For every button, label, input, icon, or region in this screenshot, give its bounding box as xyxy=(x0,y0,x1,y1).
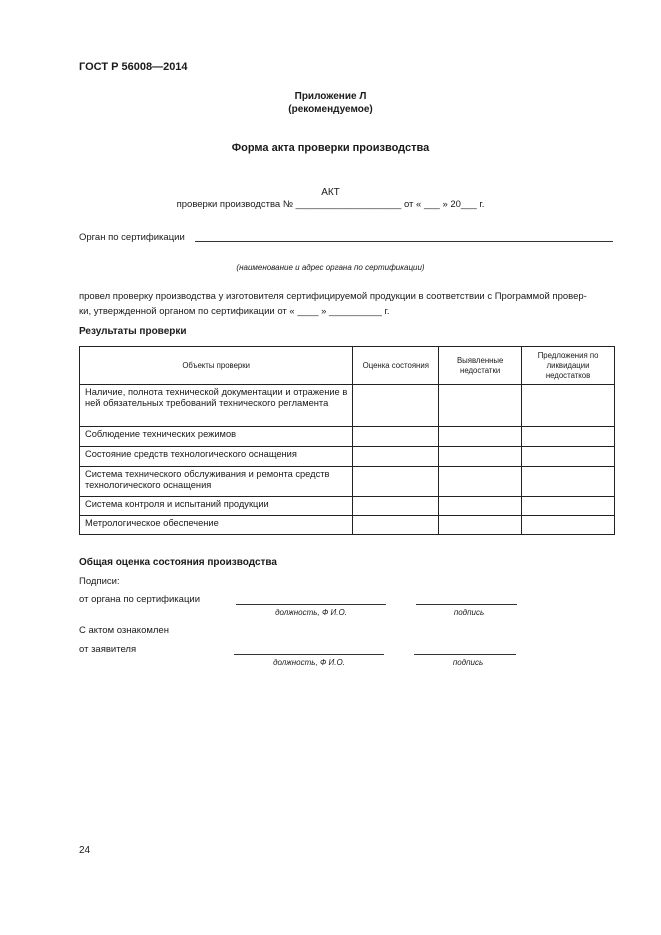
act-number-line: проверки производства № ____________________ от « ___ » 20___ г. xyxy=(176,199,485,210)
standard-header: ГОСТ Р 56008—2014 xyxy=(79,61,188,73)
col-header-proposals: Предложения по ликвидации недостатков xyxy=(522,347,615,385)
row-cell-proposals[interactable] xyxy=(522,497,615,516)
row-cell-assessment[interactable] xyxy=(353,516,439,535)
table-row xyxy=(80,385,615,427)
row-cell-proposals[interactable] xyxy=(522,516,615,535)
table-header-row xyxy=(80,347,615,385)
row-cell-assessment[interactable] xyxy=(353,385,439,427)
row-cell-assessment[interactable] xyxy=(353,467,439,497)
form-title: Форма акта проверки производства xyxy=(231,142,430,154)
row-cell-defects[interactable] xyxy=(439,385,522,427)
row-cell-proposals[interactable] xyxy=(522,447,615,467)
col-header-objects: Объекты проверки xyxy=(80,347,353,385)
acquainted-label: С актом ознакомлен xyxy=(79,625,169,636)
appendix-title: Приложение Л xyxy=(294,91,367,102)
row-cell-proposals[interactable] xyxy=(522,385,615,427)
row-cell-defects[interactable] xyxy=(439,516,522,535)
organ-position-caption: должность, Ф И.О. xyxy=(275,608,347,617)
col-header-assessment: Оценка состояния xyxy=(353,347,439,385)
row-cell-defects[interactable] xyxy=(439,467,522,497)
table-row xyxy=(80,516,615,535)
col-header-defects: Выявленные недостатки xyxy=(439,347,522,385)
organ-caption: (наименование и адрес органа по сертификации) xyxy=(236,263,425,272)
results-heading: Результаты проверки xyxy=(79,326,187,337)
appendix-status: (рекомендуемое) xyxy=(288,104,373,115)
row-cell-defects[interactable] xyxy=(439,447,522,467)
row-object: Система контроля и испытаний продукции xyxy=(80,497,353,516)
table-row xyxy=(80,467,615,497)
organ-label: Орган по сертификации xyxy=(79,232,185,243)
signatures-label: Подписи: xyxy=(79,576,120,587)
row-object: Соблюдение технических режимов xyxy=(80,427,353,447)
organ-signature-caption: подпись xyxy=(453,608,485,617)
applicant-position-caption: должность, Ф И.О. xyxy=(273,658,345,667)
row-cell-assessment[interactable] xyxy=(353,497,439,516)
applicant-signature-line[interactable] xyxy=(414,654,516,655)
overall-heading: Общая оценка состояния производства xyxy=(79,557,277,568)
row-object: Состояние средств технологического оснащения xyxy=(80,447,353,467)
act-title: АКТ xyxy=(321,187,340,198)
applicant-position-line[interactable] xyxy=(234,654,384,655)
organ-fill-line xyxy=(195,241,613,242)
row-cell-proposals[interactable] xyxy=(522,467,615,497)
from-organ-label: от органа по сертификации xyxy=(79,594,200,605)
paragraph-line-1: провел проверку производства у изготовителя сертифицируемой продукции в соответствии с Программой провер- xyxy=(79,291,587,302)
organ-position-line[interactable] xyxy=(236,604,386,605)
row-cell-assessment[interactable] xyxy=(353,447,439,467)
organ-signature-line[interactable] xyxy=(416,604,517,605)
row-object: Метрологическое обеспечение xyxy=(80,516,353,535)
page-number: 24 xyxy=(79,845,91,856)
table-row xyxy=(80,427,615,447)
table-row xyxy=(80,447,615,467)
from-applicant-label: от заявителя xyxy=(79,644,137,655)
row-cell-defects[interactable] xyxy=(439,427,522,447)
row-cell-assessment[interactable] xyxy=(353,427,439,447)
row-cell-defects[interactable] xyxy=(439,497,522,516)
paragraph-line-2: ки, утвержденной органом по сертификации от « ____ » __________ г. xyxy=(79,306,390,317)
row-object: Система технического обслуживания и ремонта средств технологического оснащения xyxy=(80,467,353,497)
applicant-signature-caption: подпись xyxy=(452,658,484,667)
row-object: Наличие, полнота технической документации и отражение в ней обязательных требований технического регламента xyxy=(80,385,353,427)
table-row xyxy=(80,497,615,516)
results-table xyxy=(79,346,615,535)
row-cell-proposals[interactable] xyxy=(522,427,615,447)
